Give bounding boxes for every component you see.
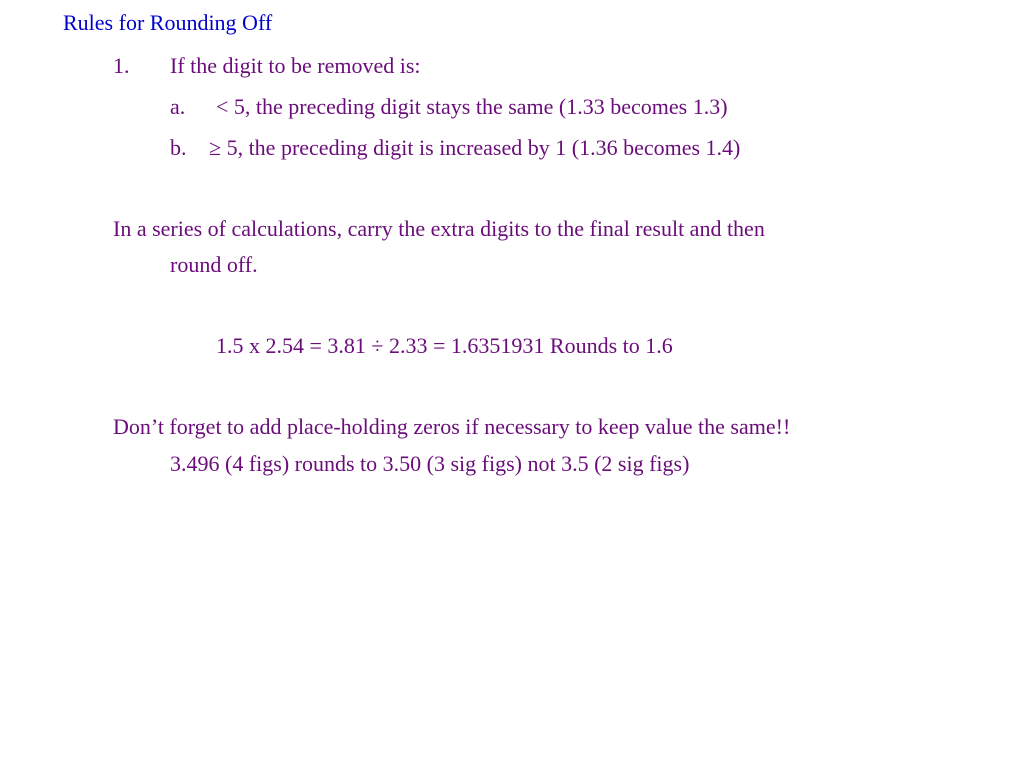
rule-1a-letter: a. <box>170 94 186 119</box>
zeros-note-line-1: Don’t forget to add place-holding zeros if necessary to keep value the same!! <box>113 414 791 439</box>
slide-title: Rules for Rounding Off <box>63 10 273 35</box>
rule-1a-text: < 5, the preceding digit stays the same (1.33 becomes 1.3) <box>216 94 728 119</box>
calculation-example: 1.5 x 2.54 = 3.81 ÷ 2.33 = 1.6351931 Rounds to 1.6 <box>216 333 673 358</box>
rule-1-number: 1. <box>113 53 130 78</box>
rule-1-text: If the digit to be removed is: <box>170 53 421 78</box>
series-note-line-2: round off. <box>170 252 258 277</box>
series-note-line-1: In a series of calculations, carry the extra digits to the final result and then <box>113 216 765 241</box>
rule-1b-letter: b. <box>170 135 187 160</box>
zeros-note-line-2: 3.496 (4 figs) rounds to 3.50 (3 sig figs) not 3.5 (2 sig figs) <box>170 451 690 476</box>
rule-1b-text: ≥ 5, the preceding digit is increased by 1 (1.36 becomes 1.4) <box>209 135 741 160</box>
